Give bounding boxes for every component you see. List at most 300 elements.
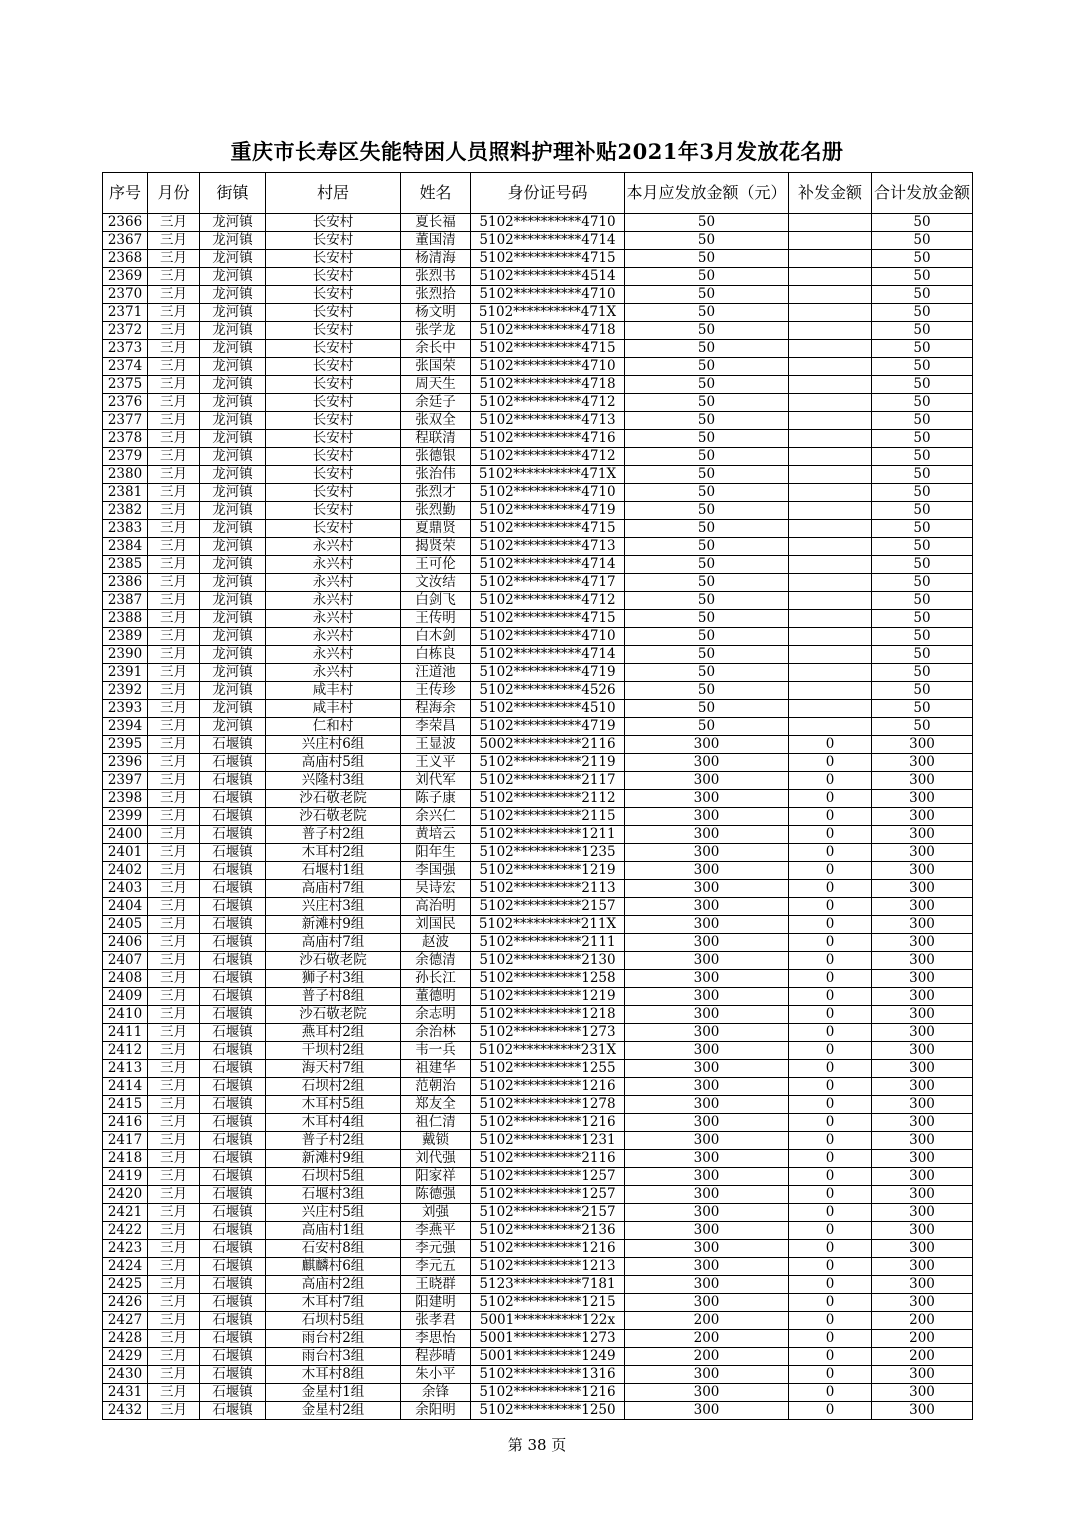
cell-monthly-amount: 50: [625, 646, 789, 664]
cell-total-amount: 50: [872, 340, 973, 358]
cell-monthly-amount: 300: [625, 1276, 789, 1294]
cell-total-amount: 300: [872, 1384, 973, 1402]
cell-total-amount: 50: [872, 520, 973, 538]
cell-village: 石坝村5组: [266, 1168, 401, 1186]
cell-total-amount: 300: [872, 1366, 973, 1384]
cell-seq: 2386: [103, 574, 148, 592]
cell-village: 长安村: [266, 214, 401, 232]
cell-supplement-amount: [789, 268, 872, 286]
cell-village: 雨台村2组: [266, 1330, 401, 1348]
header-town: 街镇: [200, 173, 266, 214]
cell-id-number: 5102**********1257: [471, 1186, 625, 1204]
cell-id-number: 5102**********1218: [471, 1006, 625, 1024]
cell-total-amount: 50: [872, 430, 973, 448]
cell-village: 沙石敬老院: [266, 952, 401, 970]
cell-seq: 2370: [103, 286, 148, 304]
cell-supplement-amount: [789, 574, 872, 592]
table-row: [103, 1096, 973, 1114]
cell-town: 龙河镇: [200, 430, 266, 448]
cell-village: 长安村: [266, 466, 401, 484]
cell-village: 木耳村2组: [266, 844, 401, 862]
cell-town: 石堰镇: [200, 826, 266, 844]
cell-seq: 2388: [103, 610, 148, 628]
cell-monthly-amount: 50: [625, 430, 789, 448]
table-row: [103, 340, 973, 358]
cell-supplement-amount: 0: [789, 1204, 872, 1222]
cell-month: 三月: [148, 358, 200, 376]
cell-supplement-amount: [789, 466, 872, 484]
cell-name: 刘国民: [401, 916, 471, 934]
cell-total-amount: 300: [872, 916, 973, 934]
cell-supplement-amount: 0: [789, 1078, 872, 1096]
table-row: [103, 1348, 973, 1366]
cell-town: 石堰镇: [200, 736, 266, 754]
cell-supplement-amount: [789, 358, 872, 376]
cell-town: 石堰镇: [200, 1258, 266, 1276]
cell-id-number: 5102**********4715: [471, 340, 625, 358]
document-title: 重庆市长寿区失能特困人员照料护理补贴2021年3月发放花名册: [230, 139, 844, 164]
cell-total-amount: 50: [872, 610, 973, 628]
cell-seq: 2381: [103, 484, 148, 502]
table-row: [103, 1042, 973, 1060]
cell-supplement-amount: 0: [789, 970, 872, 988]
cell-village: 普子村2组: [266, 826, 401, 844]
cell-name: 张烈才: [401, 484, 471, 502]
cell-total-amount: 50: [872, 376, 973, 394]
cell-name: 余锋: [401, 1384, 471, 1402]
cell-id-number: 5102**********4715: [471, 250, 625, 268]
cell-id-number: 5102**********231X: [471, 1042, 625, 1060]
cell-seq: 2422: [103, 1222, 148, 1240]
cell-name: 李荣昌: [401, 718, 471, 736]
cell-town: 龙河镇: [200, 358, 266, 376]
cell-monthly-amount: 300: [625, 1042, 789, 1060]
table-row: [103, 520, 973, 538]
cell-month: 三月: [148, 1168, 200, 1186]
cell-id-number: 5102**********2117: [471, 772, 625, 790]
cell-total-amount: 300: [872, 772, 973, 790]
table-row: [103, 1312, 973, 1330]
cell-total-amount: 300: [872, 826, 973, 844]
cell-supplement-amount: [789, 520, 872, 538]
cell-seq: 2369: [103, 268, 148, 286]
table-row: [103, 1006, 973, 1024]
table-row: [103, 592, 973, 610]
cell-total-amount: 300: [872, 1402, 973, 1420]
cell-total-amount: 300: [872, 934, 973, 952]
cell-monthly-amount: 300: [625, 772, 789, 790]
cell-seq: 2404: [103, 898, 148, 916]
cell-monthly-amount: 300: [625, 808, 789, 826]
header-name: 姓名: [401, 173, 471, 214]
cell-monthly-amount: 300: [625, 952, 789, 970]
table-row: [103, 682, 973, 700]
cell-town: 龙河镇: [200, 250, 266, 268]
cell-town: 龙河镇: [200, 268, 266, 286]
cell-id-number: 5102**********4526: [471, 682, 625, 700]
cell-seq: 2394: [103, 718, 148, 736]
cell-seq: 2378: [103, 430, 148, 448]
cell-monthly-amount: 50: [625, 484, 789, 502]
table-row: [103, 754, 973, 772]
cell-town: 石堰镇: [200, 1294, 266, 1312]
cell-town: 龙河镇: [200, 520, 266, 538]
cell-month: 三月: [148, 592, 200, 610]
cell-name: 孙长江: [401, 970, 471, 988]
table-row: [103, 232, 973, 250]
cell-id-number: 5102**********4716: [471, 430, 625, 448]
cell-monthly-amount: 300: [625, 790, 789, 808]
cell-village: 兴庄村6组: [266, 736, 401, 754]
cell-town: 龙河镇: [200, 556, 266, 574]
table-row: [103, 394, 973, 412]
cell-month: 三月: [148, 916, 200, 934]
cell-name: 程联清: [401, 430, 471, 448]
table-row: [103, 1132, 973, 1150]
cell-village: 沙石敬老院: [266, 790, 401, 808]
cell-town: 石堰镇: [200, 1186, 266, 1204]
cell-name: 白木剑: [401, 628, 471, 646]
cell-total-amount: 300: [872, 1060, 973, 1078]
cell-total-amount: 200: [872, 1330, 973, 1348]
cell-supplement-amount: [789, 502, 872, 520]
cell-town: 石堰镇: [200, 1312, 266, 1330]
cell-supplement-amount: [789, 718, 872, 736]
cell-id-number: 5102**********4714: [471, 646, 625, 664]
cell-id-number: 5102**********1211: [471, 826, 625, 844]
cell-supplement-amount: 0: [789, 1240, 872, 1258]
cell-total-amount: 300: [872, 844, 973, 862]
table-row: [103, 538, 973, 556]
cell-name: 周天生: [401, 376, 471, 394]
cell-monthly-amount: 300: [625, 898, 789, 916]
cell-id-number: 5102**********211X: [471, 916, 625, 934]
cell-name: 白剑飞: [401, 592, 471, 610]
cell-total-amount: 300: [872, 970, 973, 988]
cell-total-amount: 50: [872, 502, 973, 520]
cell-village: 狮子村3组: [266, 970, 401, 988]
cell-id-number: 5001**********122x: [471, 1312, 625, 1330]
cell-month: 三月: [148, 1348, 200, 1366]
cell-total-amount: 50: [872, 232, 973, 250]
cell-month: 三月: [148, 1222, 200, 1240]
cell-seq: 2390: [103, 646, 148, 664]
cell-name: 祖仁清: [401, 1114, 471, 1132]
cell-id-number: 5102**********1235: [471, 844, 625, 862]
cell-supplement-amount: 0: [789, 1258, 872, 1276]
cell-supplement-amount: 0: [789, 916, 872, 934]
cell-month: 三月: [148, 430, 200, 448]
table-row: [103, 826, 973, 844]
cell-supplement-amount: 0: [789, 952, 872, 970]
cell-total-amount: 300: [872, 1168, 973, 1186]
table-row: [103, 574, 973, 592]
cell-seq: 2400: [103, 826, 148, 844]
cell-id-number: 5102**********4713: [471, 538, 625, 556]
cell-town: 石堰镇: [200, 1114, 266, 1132]
table-row: [103, 214, 973, 232]
cell-id-number: 5102**********1250: [471, 1402, 625, 1420]
cell-monthly-amount: 300: [625, 1204, 789, 1222]
cell-seq: 2367: [103, 232, 148, 250]
cell-monthly-amount: 300: [625, 844, 789, 862]
cell-total-amount: 50: [872, 214, 973, 232]
cell-name: 张双全: [401, 412, 471, 430]
cell-monthly-amount: 50: [625, 412, 789, 430]
cell-total-amount: 50: [872, 628, 973, 646]
cell-seq: 2380: [103, 466, 148, 484]
cell-month: 三月: [148, 664, 200, 682]
cell-supplement-amount: 0: [789, 1366, 872, 1384]
cell-monthly-amount: 200: [625, 1312, 789, 1330]
cell-total-amount: 300: [872, 1006, 973, 1024]
cell-month: 三月: [148, 1060, 200, 1078]
cell-total-amount: 300: [872, 1276, 973, 1294]
cell-id-number: 5102**********1216: [471, 1240, 625, 1258]
cell-seq: 2397: [103, 772, 148, 790]
cell-total-amount: 50: [872, 646, 973, 664]
cell-name: 汪道池: [401, 664, 471, 682]
cell-month: 三月: [148, 466, 200, 484]
table-row: [103, 1150, 973, 1168]
cell-supplement-amount: 0: [789, 1114, 872, 1132]
cell-total-amount: 300: [872, 1132, 973, 1150]
cell-month: 三月: [148, 304, 200, 322]
cell-supplement-amount: 0: [789, 1042, 872, 1060]
cell-total-amount: 50: [872, 484, 973, 502]
cell-month: 三月: [148, 574, 200, 592]
cell-total-amount: 300: [872, 808, 973, 826]
cell-total-amount: 300: [872, 790, 973, 808]
cell-seq: 2387: [103, 592, 148, 610]
cell-village: 新滩村9组: [266, 1150, 401, 1168]
cell-seq: 2384: [103, 538, 148, 556]
cell-supplement-amount: 0: [789, 1060, 872, 1078]
cell-village: 咸丰村: [266, 700, 401, 718]
cell-village: 高庙村7组: [266, 880, 401, 898]
table-row: [103, 376, 973, 394]
table-row: [103, 1114, 973, 1132]
cell-seq: 2392: [103, 682, 148, 700]
cell-month: 三月: [148, 754, 200, 772]
cell-seq: 2389: [103, 628, 148, 646]
header-seq: 序号: [103, 173, 148, 214]
cell-supplement-amount: 0: [789, 1006, 872, 1024]
cell-village: 金星村1组: [266, 1384, 401, 1402]
cell-id-number: 5102**********471X: [471, 466, 625, 484]
cell-month: 三月: [148, 1204, 200, 1222]
table-row: [103, 610, 973, 628]
cell-town: 石堰镇: [200, 1366, 266, 1384]
cell-monthly-amount: 300: [625, 1186, 789, 1204]
cell-monthly-amount: 300: [625, 1114, 789, 1132]
cell-town: 石堰镇: [200, 1204, 266, 1222]
cell-month: 三月: [148, 340, 200, 358]
cell-monthly-amount: 50: [625, 556, 789, 574]
cell-id-number: 5102**********4714: [471, 232, 625, 250]
cell-id-number: 5102**********4710: [471, 358, 625, 376]
cell-name: 王可伦: [401, 556, 471, 574]
cell-month: 三月: [148, 790, 200, 808]
cell-town: 石堰镇: [200, 844, 266, 862]
cell-supplement-amount: 0: [789, 1222, 872, 1240]
cell-name: 张烈勤: [401, 502, 471, 520]
cell-supplement-amount: [789, 250, 872, 268]
cell-month: 三月: [148, 1294, 200, 1312]
cell-seq: 2395: [103, 736, 148, 754]
cell-total-amount: 300: [872, 898, 973, 916]
table-row: [103, 250, 973, 268]
cell-village: 木耳村7组: [266, 1294, 401, 1312]
cell-seq: 2410: [103, 1006, 148, 1024]
cell-monthly-amount: 50: [625, 394, 789, 412]
cell-town: 龙河镇: [200, 412, 266, 430]
cell-total-amount: 50: [872, 286, 973, 304]
cell-supplement-amount: [789, 682, 872, 700]
table-row: [103, 466, 973, 484]
cell-month: 三月: [148, 1006, 200, 1024]
cell-town: 龙河镇: [200, 502, 266, 520]
cell-total-amount: 300: [872, 952, 973, 970]
cell-monthly-amount: 300: [625, 1024, 789, 1042]
cell-village: 石堰村3组: [266, 1186, 401, 1204]
cell-village: 永兴村: [266, 664, 401, 682]
cell-name: 余兴仁: [401, 808, 471, 826]
cell-town: 龙河镇: [200, 322, 266, 340]
cell-village: 永兴村: [266, 538, 401, 556]
table-row: [103, 1060, 973, 1078]
table-row: [103, 1294, 973, 1312]
cell-monthly-amount: 300: [625, 826, 789, 844]
table-row: [103, 322, 973, 340]
cell-name: 张烈书: [401, 268, 471, 286]
cell-id-number: 5102**********4712: [471, 448, 625, 466]
cell-total-amount: 300: [872, 1150, 973, 1168]
cell-supplement-amount: [789, 610, 872, 628]
header-month: 月份: [148, 173, 200, 214]
cell-month: 三月: [148, 214, 200, 232]
cell-village: 麒麟村6组: [266, 1258, 401, 1276]
cell-seq: 2412: [103, 1042, 148, 1060]
cell-town: 石堰镇: [200, 1132, 266, 1150]
cell-seq: 2431: [103, 1384, 148, 1402]
cell-id-number: 5102**********1257: [471, 1168, 625, 1186]
cell-town: 石堰镇: [200, 1150, 266, 1168]
cell-supplement-amount: [789, 556, 872, 574]
cell-supplement-amount: [789, 646, 872, 664]
cell-town: 石堰镇: [200, 1402, 266, 1420]
cell-seq: 2385: [103, 556, 148, 574]
cell-month: 三月: [148, 682, 200, 700]
cell-name: 杨清海: [401, 250, 471, 268]
cell-name: 程海余: [401, 700, 471, 718]
table-row: [103, 1168, 973, 1186]
header-total-amount: 合计发放金额: [872, 173, 973, 214]
cell-id-number: 5102**********1258: [471, 970, 625, 988]
cell-name: 余廷子: [401, 394, 471, 412]
table-row: [103, 628, 973, 646]
cell-total-amount: 300: [872, 862, 973, 880]
cell-seq: 2427: [103, 1312, 148, 1330]
cell-month: 三月: [148, 880, 200, 898]
cell-total-amount: 300: [872, 1024, 973, 1042]
cell-month: 三月: [148, 250, 200, 268]
cell-supplement-amount: 0: [789, 808, 872, 826]
cell-total-amount: 50: [872, 268, 973, 286]
cell-supplement-amount: [789, 628, 872, 646]
cell-total-amount: 300: [872, 1240, 973, 1258]
cell-id-number: 5102**********1278: [471, 1096, 625, 1114]
cell-town: 石堰镇: [200, 1240, 266, 1258]
cell-village: 木耳村4组: [266, 1114, 401, 1132]
header-village: 村居: [266, 173, 401, 214]
cell-seq: 2425: [103, 1276, 148, 1294]
cell-month: 三月: [148, 1114, 200, 1132]
cell-seq: 2376: [103, 394, 148, 412]
cell-monthly-amount: 50: [625, 448, 789, 466]
cell-name: 赵波: [401, 934, 471, 952]
cell-total-amount: 50: [872, 682, 973, 700]
cell-seq: 2411: [103, 1024, 148, 1042]
table-row: [103, 1024, 973, 1042]
cell-village: 长安村: [266, 250, 401, 268]
cell-id-number: 5102**********4717: [471, 574, 625, 592]
cell-village: 永兴村: [266, 556, 401, 574]
cell-total-amount: 50: [872, 592, 973, 610]
cell-town: 石堰镇: [200, 1024, 266, 1042]
cell-total-amount: 300: [872, 1114, 973, 1132]
cell-town: 石堰镇: [200, 1006, 266, 1024]
cell-seq: 2383: [103, 520, 148, 538]
cell-village: 燕耳村2组: [266, 1024, 401, 1042]
header-monthly-amount: 本月应发放金额（元）: [625, 173, 789, 214]
cell-village: 长安村: [266, 394, 401, 412]
cell-name: 余志明: [401, 1006, 471, 1024]
cell-town: 龙河镇: [200, 286, 266, 304]
cell-name: 陈德强: [401, 1186, 471, 1204]
cell-month: 三月: [148, 538, 200, 556]
cell-month: 三月: [148, 970, 200, 988]
cell-monthly-amount: 300: [625, 862, 789, 880]
cell-month: 三月: [148, 952, 200, 970]
cell-seq: 2373: [103, 340, 148, 358]
cell-name: 祖建华: [401, 1060, 471, 1078]
cell-id-number: 5001**********1273: [471, 1330, 625, 1348]
cell-seq: 2418: [103, 1150, 148, 1168]
cell-month: 三月: [148, 412, 200, 430]
cell-village: 沙石敬老院: [266, 1006, 401, 1024]
table-row: [103, 286, 973, 304]
cell-name: 王显波: [401, 736, 471, 754]
cell-total-amount: 300: [872, 988, 973, 1006]
cell-town: 石堰镇: [200, 1222, 266, 1240]
cell-id-number: 5102**********4718: [471, 376, 625, 394]
cell-seq: 2371: [103, 304, 148, 322]
page-number: 第 38 页: [507, 1436, 567, 1454]
cell-seq: 2366: [103, 214, 148, 232]
cell-id-number: 5102**********4719: [471, 502, 625, 520]
cell-total-amount: 300: [872, 1186, 973, 1204]
cell-town: 石堰镇: [200, 772, 266, 790]
table-row: [103, 1222, 973, 1240]
cell-month: 三月: [148, 502, 200, 520]
cell-total-amount: 300: [872, 880, 973, 898]
cell-supplement-amount: 0: [789, 1276, 872, 1294]
cell-village: 高庙村1组: [266, 1222, 401, 1240]
cell-seq: 2382: [103, 502, 148, 520]
cell-monthly-amount: 50: [625, 268, 789, 286]
cell-seq: 2375: [103, 376, 148, 394]
